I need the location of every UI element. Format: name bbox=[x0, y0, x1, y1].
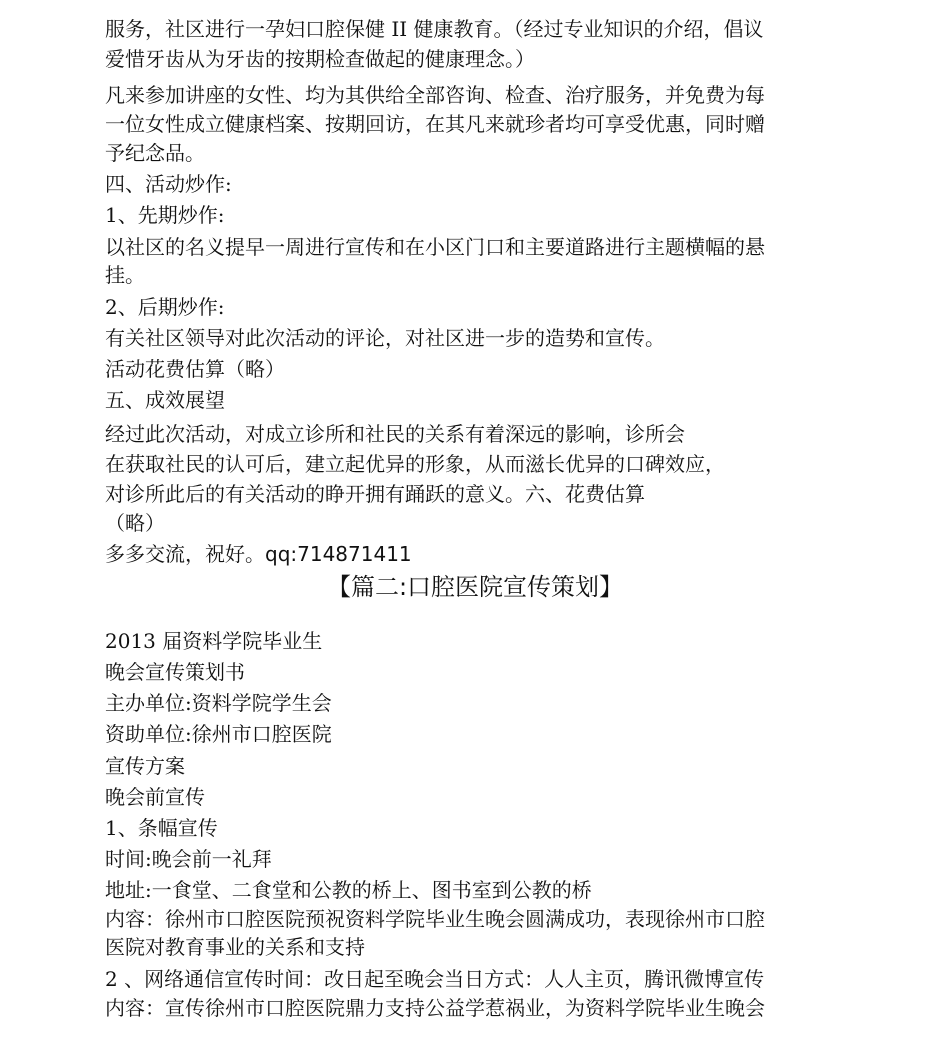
body-text-line: 挂。 bbox=[105, 263, 145, 287]
body-text-line: 主办单位:资料学院学生会 bbox=[105, 691, 332, 715]
section-title: 【篇二:口腔医院宣传策划】 bbox=[326, 573, 624, 601]
body-text-line: 资助单位:徐州市口腔医院 bbox=[105, 722, 332, 746]
body-text-line: 爱惜牙齿从为牙齿的按期检查做起的健康理念。） bbox=[105, 47, 535, 71]
body-text-line: 2013 届资料学院毕业生 bbox=[105, 629, 323, 653]
body-text-line: 予纪念品。 bbox=[105, 141, 205, 165]
body-text-line: 在获取社民的认可后，建立起优异的形象，从而滋长优异的口碑效应， bbox=[105, 452, 725, 476]
body-text-line: 2、后期炒作: bbox=[105, 295, 225, 319]
section-heading-line: 五、成效展望 bbox=[105, 388, 225, 412]
body-text-line: 内容：宣传徐州市口腔医院鼎力支持公益学惹祸业，为资料学院毕业生晚会 bbox=[105, 996, 765, 1020]
body-text-line: 时间:晚会前一礼拜 bbox=[105, 847, 272, 871]
body-text-line: 活动花费估算（略） bbox=[105, 357, 285, 381]
body-text-line: 1、先期炒作: bbox=[105, 203, 225, 227]
body-text-line: 服务，社区进行一孕妇口腔保健 II 健康教育。（经过专业知识的介绍，倡议 bbox=[105, 17, 764, 41]
body-text-line: 宣传方案 bbox=[105, 754, 185, 778]
section-heading-line: 四、活动炒作: bbox=[105, 172, 232, 196]
body-text-line: 一位女性成立健康档案、按期回访，在其凡来就珍者均可享受优惠，同时赠 bbox=[105, 112, 765, 136]
body-text-line: 以社区的名义提早一周进行宣传和在小区门口和主要道路进行主题横幅的悬 bbox=[105, 235, 765, 259]
body-text-line: 晚会宣传策划书 bbox=[105, 660, 245, 684]
body-text-line: 对诊所此后的有关活动的睁开拥有踊跃的意义。六、花费估算 bbox=[105, 482, 645, 506]
body-text-line: 地址:一食堂、二食堂和公教的桥上、图书室到公教的桥 bbox=[105, 878, 592, 902]
contact-line: 多多交流，祝好。qq:714871411 bbox=[105, 542, 412, 566]
body-text-line: 凡来参加讲座的女性、均为其供给全部咨询、检查、治疗服务，并免费为每 bbox=[105, 83, 765, 107]
body-text-line: 医院对教育事业的关系和支持 bbox=[105, 935, 365, 959]
body-text-line: 晚会前宣传 bbox=[105, 785, 205, 809]
body-text-line: 1、条幅宣传 bbox=[105, 816, 218, 840]
body-text-line: 内容：徐州市口腔医院预祝资料学院毕业生晚会圆满成功，表现徐州市口腔 bbox=[105, 907, 765, 931]
body-text-line: 2 、网络通信宣传时间：改日起至晚会当日方式：人人主页，腾讯微博宣传 bbox=[105, 967, 765, 991]
body-text-line: 经过此次活动，对成立诊所和社民的关系有着深远的影响，诊所会 bbox=[105, 422, 685, 446]
body-text-line: （略） bbox=[105, 511, 165, 535]
body-text-line: 有关社区领导对此次活动的评论，对社区进一步的造势和宣传。 bbox=[105, 326, 665, 350]
